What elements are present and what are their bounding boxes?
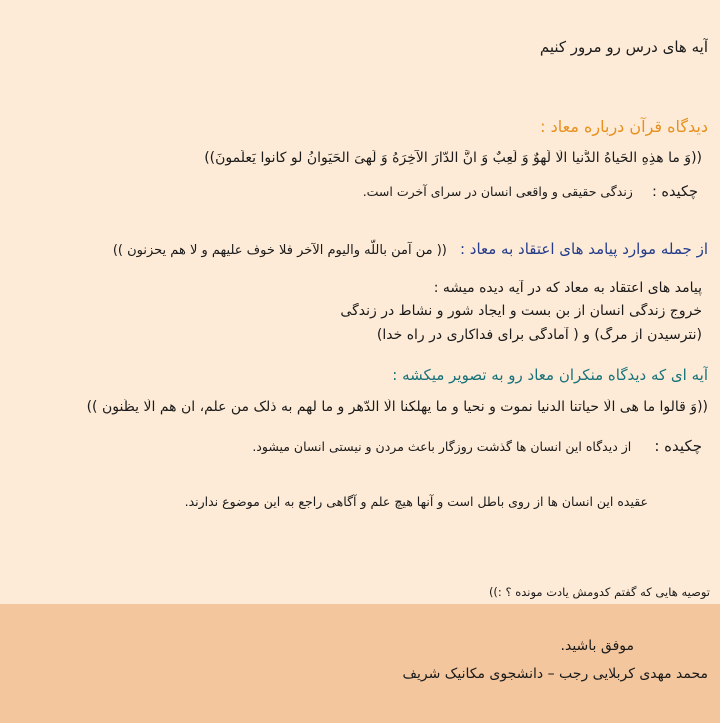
summary-row: [252, 436, 702, 455]
consequence-item: خروج زندگی انسان از بن بست و ایجاد شور و نشاط در زندگی: [340, 303, 702, 319]
summary-text-continued: عقیده این انسان ها از روی باطل است و آنها هیچ علم و آگاهی راجع به این موضوع ندارند.: [184, 494, 648, 509]
summary-label: چکیده :: [654, 437, 702, 455]
section-heading-consequences: از جمله موارد پیامد های اعتقاد به معاد :: [459, 240, 708, 258]
footer-band: [0, 604, 720, 723]
section-heading-quran-view: دیدگاه قرآن درباره معاد :: [540, 117, 708, 136]
summary-text: زندگی حقیقی و واقعی انسان در سرای آخرت است.: [362, 184, 633, 199]
footer-wish: موفق باشید.: [560, 638, 634, 654]
section-heading-row-consequences: [20, 239, 708, 258]
footer-author: محمد مهدی کربلایی رجب – دانشجوی مکانیک شریف: [402, 666, 708, 682]
section-heading-deniers-view: آیه ای که دیدگاه منکران معاد رو به تصویر میکشه :: [392, 366, 708, 384]
consequences-title: پیامد های اعتقاد به معاد که در آیه دیده میشه :: [433, 280, 702, 296]
verse-jathiya: ((وَ قالوا ما هی الّا حیاتنا الدنیا نموت و نحیا و ما یهلکنا الّا الدّهر و ما لهم به ذلک من علم، ان هم الّا یظّنون )): [86, 399, 708, 415]
summary-text: از دیدگاه این انسان ها گذشت روزگار باعث مردن و نیستی انسان میشود.: [252, 439, 632, 454]
summary-label: چکیده :: [651, 184, 698, 200]
verse-ankabut: ((وَ ما هذِهِ الحَیاهُ الدُّنیا الّا لَهوٌ وَ لَعِبٌ وَ انَّ الدّارَ الآخِرَهُ وَ لَهِیَ الحَیَوانُ لو کانوا یَعلَمونَ)): [204, 150, 702, 166]
review-question: توصیه هایی که گفتم کدومش یادت مونده ؟ :)): [488, 585, 710, 599]
verse-iman: (( من آمن باللّه والیوم الآخر فلا خوف علیهم و لا هم یحزنون )): [112, 243, 447, 258]
consequence-item: (نترسیدن از مرگ) و ( آمادگی برای فداکاری در راه خدا): [376, 327, 702, 343]
intro-text: آیه های درس رو مرور کنیم: [539, 38, 708, 56]
summary-row: [363, 181, 698, 200]
